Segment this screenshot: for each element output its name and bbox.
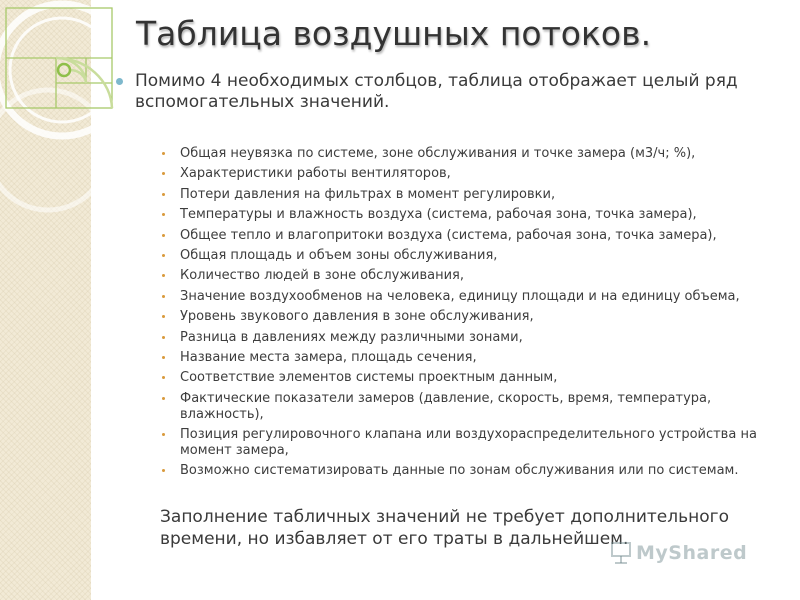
sub-bullet-icon: [162, 254, 165, 257]
sub-bullet-icon: [162, 213, 165, 216]
intro-bullet: [116, 71, 786, 113]
sub-bullet-icon: [162, 295, 165, 298]
sub-bullet-icon: [162, 356, 165, 359]
sub-bullet-list: [158, 146, 768, 484]
sub-bullet-icon: [162, 234, 165, 237]
list-item-text: Значение воздухообменов на человека, единицу площади и на единицу объема,: [180, 288, 740, 304]
list-item-text: Соответствие элементов системы проектным данным,: [180, 370, 558, 386]
list-item-text: Общая площадь и объем зоны обслуживания,: [180, 247, 498, 263]
sub-bullet-icon: [162, 376, 165, 379]
watermark-text: MyShared: [636, 542, 748, 564]
sub-bullet-icon: [162, 172, 165, 175]
sub-bullet-icon: [162, 397, 165, 400]
sub-bullet-icon: [162, 152, 165, 155]
list-item: [158, 330, 768, 346]
list-item: [158, 289, 768, 305]
list-item: [158, 268, 768, 284]
list-item: [158, 370, 768, 386]
list-item: [158, 207, 768, 223]
golden-spiral-decoration: [0, 0, 120, 260]
sub-bullet-icon: [162, 274, 165, 277]
sub-bullet-icon: [162, 193, 165, 196]
intro-text: Помимо 4 необходимых столбцов, таблица отображает целый ряд вспомогательных значений.: [135, 71, 738, 112]
slide-title: Таблица воздушных потоков.: [136, 14, 652, 53]
list-item: [158, 309, 768, 325]
list-item-text: Название места замера, площадь сечения,: [180, 349, 477, 365]
list-item-text: Общее тепло и влагопритоки воздуха (система, рабочая зона, точка замера),: [180, 227, 717, 243]
list-item-text: Температуры и влажность воздуха (система, рабочая зона, точка замера),: [180, 207, 697, 223]
list-item-text: Фактические показатели замеров (давление, скорость, время, температура, влажность),: [180, 390, 712, 422]
list-item: [158, 166, 768, 182]
watermark-logo: [610, 541, 747, 565]
list-item: [158, 427, 768, 459]
list-item-text: Возможно систематизировать данные по зонам обслуживания или по системам.: [180, 463, 739, 479]
list-item-text: Потери давления на фильтрах в момент регулировки,: [180, 186, 556, 202]
list-item: [158, 463, 768, 479]
list-item-text: Количество людей в зоне обслуживания,: [180, 268, 465, 284]
presentation-screen-icon: [610, 541, 632, 565]
list-item: [158, 248, 768, 264]
list-item-text: Позиция регулировочного клапана или воздухораспределительного устройства на момент замера,: [180, 427, 757, 459]
sub-bullet-icon: [162, 315, 165, 318]
footer-note: Заполнение табличных значений не требует дополнительного времени, но избавляет от его траты в дальнейшем.: [160, 507, 729, 549]
list-item: [158, 228, 768, 244]
list-item: [158, 350, 768, 366]
list-item-text: Общая неувязка по системе, зоне обслуживания и точке замера (м3/ч; %),: [180, 146, 696, 161]
list-item: [158, 146, 768, 162]
list-item-text: Разница в давлениях между различными зонами,: [180, 329, 523, 345]
list-item-text: Уровень звукового давления в зоне обслуживания,: [180, 309, 534, 325]
sub-bullet-icon: [162, 336, 165, 339]
list-item: [158, 187, 768, 203]
sub-bullet-icon: [162, 469, 165, 472]
sub-bullet-icon: [162, 433, 165, 436]
list-item-text: Характеристики работы вентиляторов,: [180, 166, 451, 182]
bullet-dot-icon: [116, 78, 123, 85]
list-item: [158, 391, 768, 423]
